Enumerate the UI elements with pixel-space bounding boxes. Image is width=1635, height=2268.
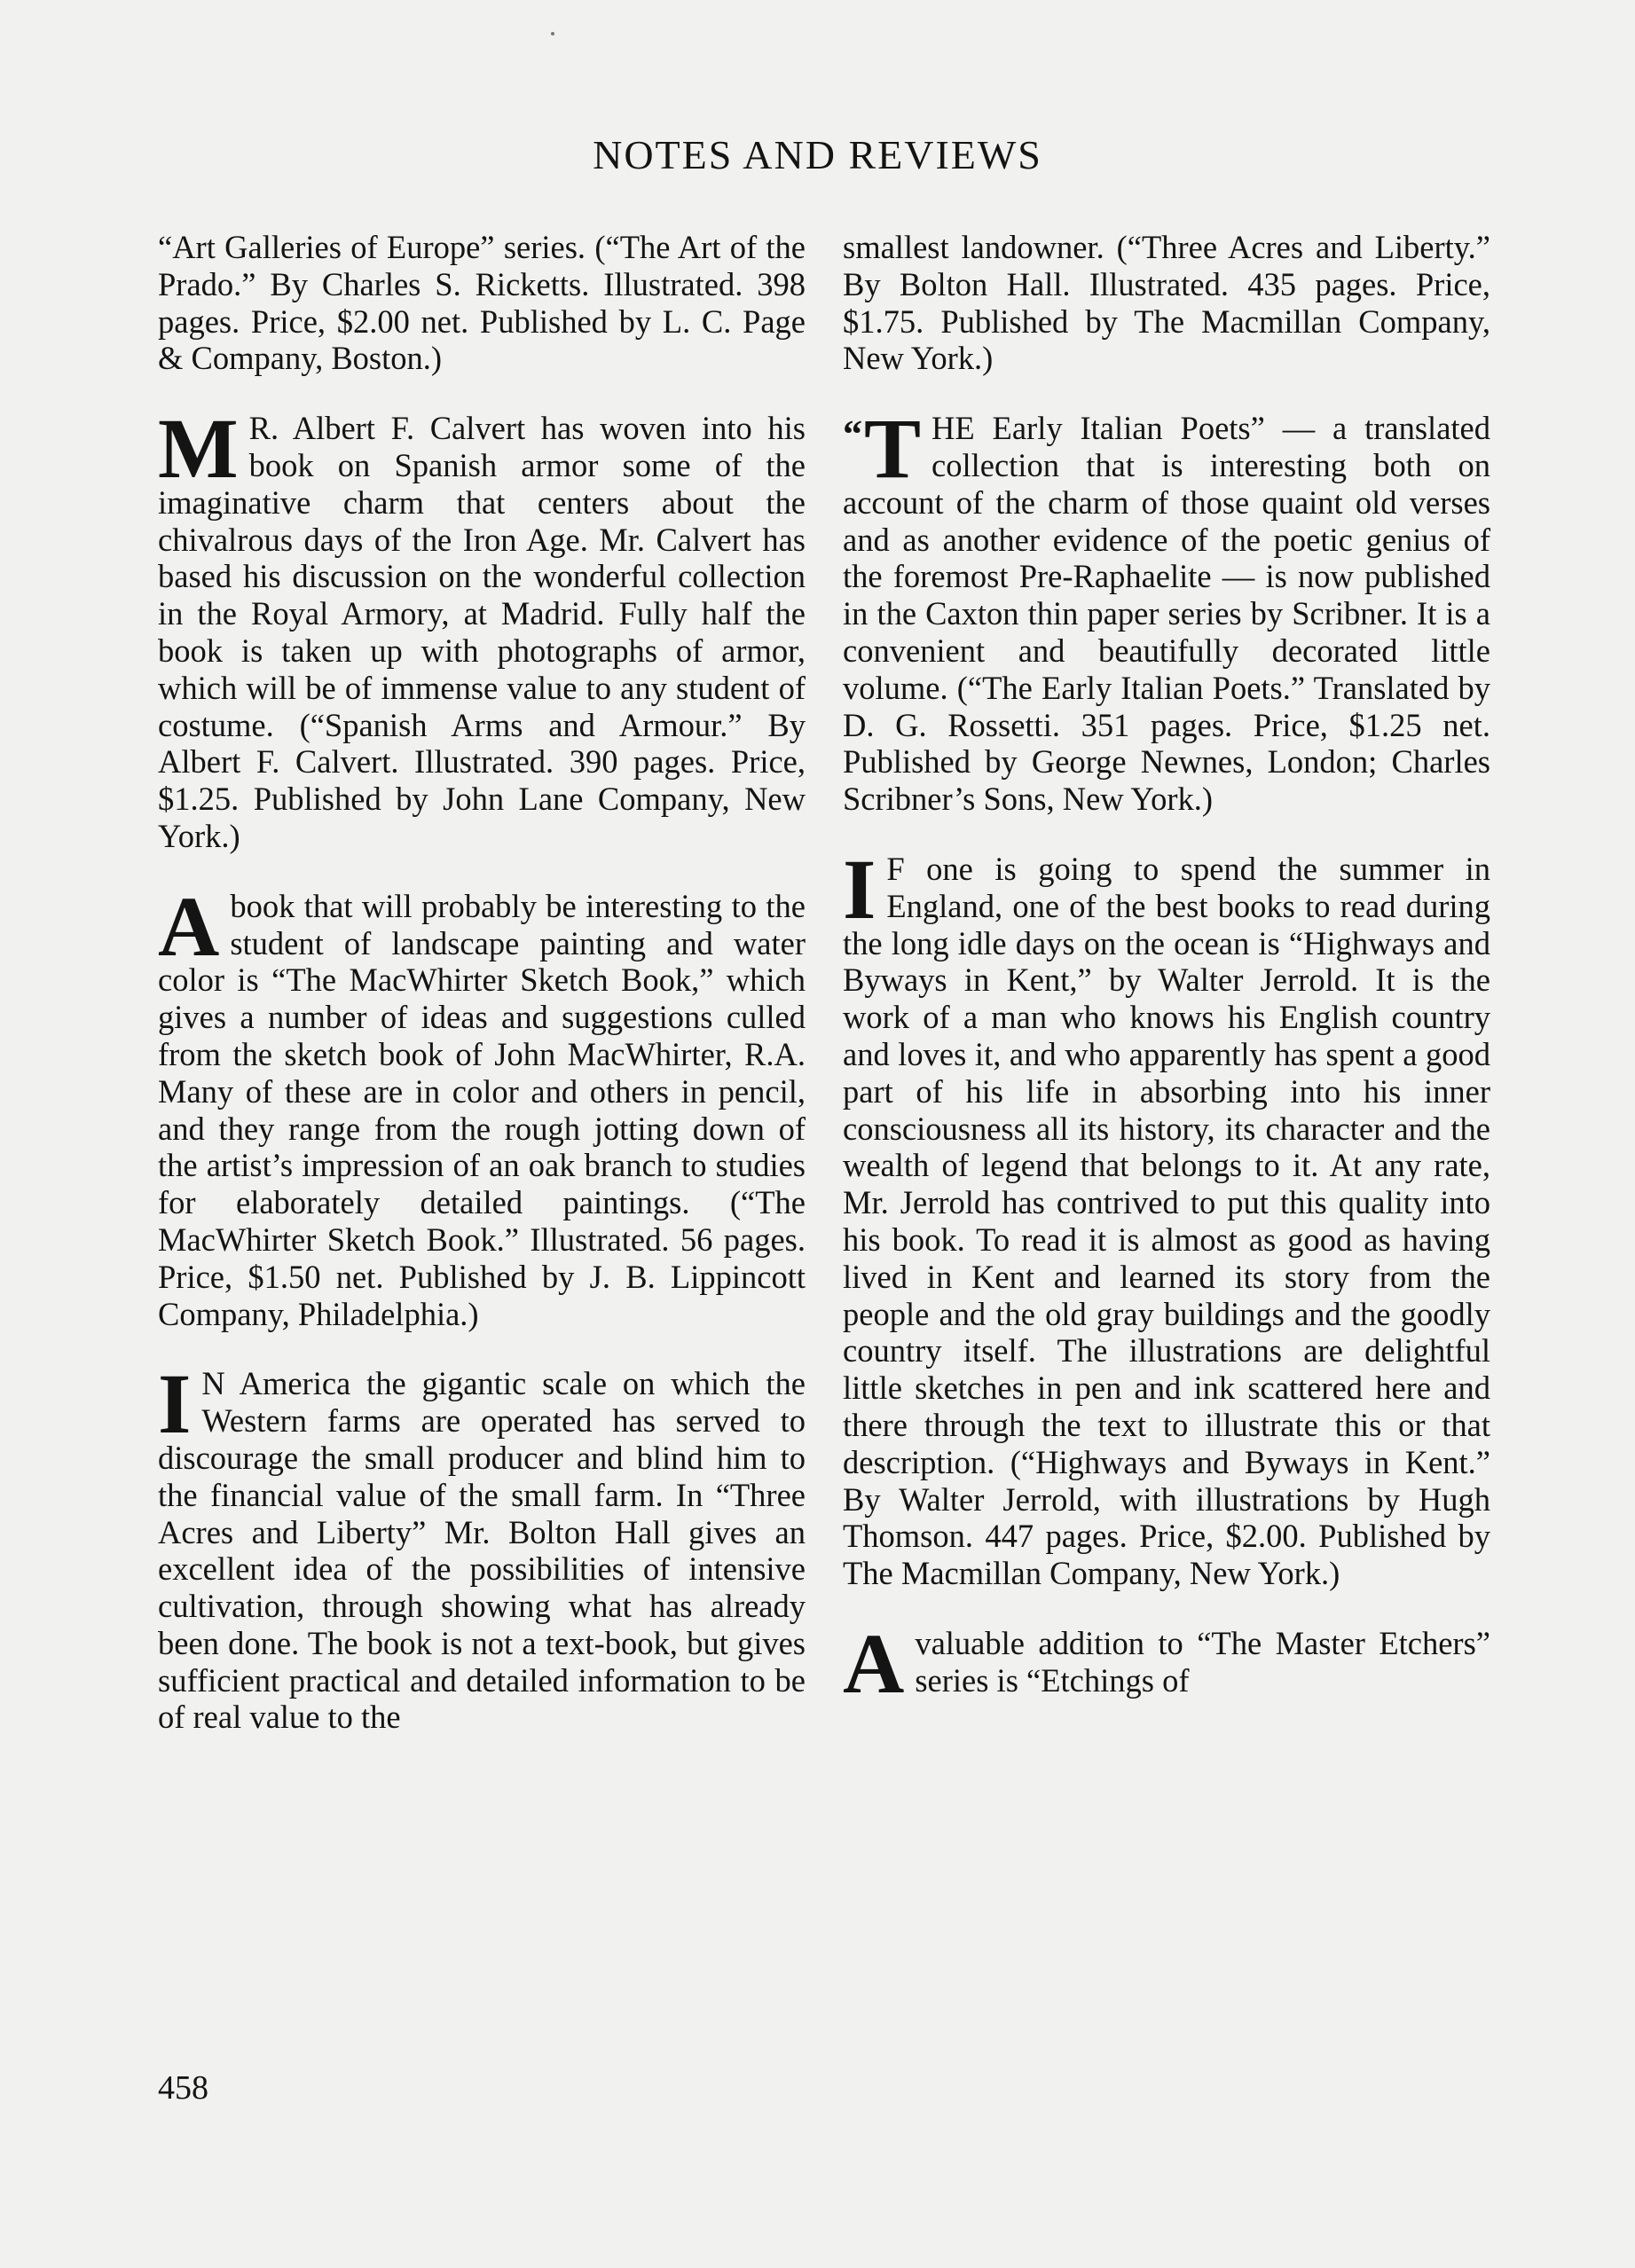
page-title: NOTES AND REVIEWS bbox=[593, 132, 1042, 177]
review-text: book that will probably be interesting to the student of landscape painting and water color is “The MacWhirter Sketch Book,” which gives a number of ideas and suggestions culled from the sketch book of John MacWhirter, R.A. Many of these are in color and others in pencil, and they range from the rough jotting down of the artist’s impression of an oak branch to studies for elaborately detailed paintings. (“The MacWhirter Sketch Book.” Illustrated. 56 pages. Price, $1.50 net. Published by J. B. Lippincott Company, Philadelphia.) bbox=[158, 887, 806, 1332]
lead-caps: R. bbox=[248, 410, 279, 447]
lead-caps: N bbox=[201, 1365, 225, 1402]
open-quote: “ bbox=[843, 412, 862, 457]
review-item-highways-kent bbox=[843, 841, 1490, 1592]
review-item-spanish-armour bbox=[158, 401, 806, 855]
drop-cap: A bbox=[158, 878, 220, 974]
review-item-master-etchers bbox=[843, 1615, 1490, 1711]
review-text: one is going to spend the summer in England, one of the best books to read during the long idle days on the ocean is “Highways and Byways in Kent,” by Walter Jerrold. It is the work of a man who knows his English country and loves it, and who apparently has spent a good part of his life in absorbing into his inner consciousness all its history, its character and the wealth of legend that belongs to it. At any rate, Mr. Jerrold has contrived to put this quality into his book. To read it is almost as good as having lived in Kent and learned its story from the people and the old gray buildings and the goodly country itself. The illustrations are delightful little sketches in pen and ink scattered here and there through the text to illustrate this or that description. (“Highways and Byways in Kent.” By Walter Jerrold, with illustrations by Hugh Thomson. 447 pages. Price, $2.00. Published by The Macmillan Company, New York.) bbox=[843, 850, 1490, 1592]
review-text: America the gigantic scale on which the Western farms are operated has served to discourage the small producer and blind him to the financial value of the small farm. In “Three Acres and Liberty” Mr. Bolton Hall gives an excellent idea of the possibilities of intensive cultivation, through showing what has already been done. The book is not a text-book, but gives sufficient practical and detailed information to be of real value to the bbox=[158, 1365, 806, 1736]
drop-cap: M bbox=[158, 401, 239, 497]
review-item-three-acres bbox=[158, 1356, 806, 1736]
page-number: 458 bbox=[158, 2069, 208, 2107]
review-text: Early Italian Poets” — a translated collection that is interesting both on account of the charm of those quaint old verses and as another evidence of the poetic genius of the foremost Pre-Raphaelite — is now published in the Caxton thin paper series by Scribner. It is a convenient and beautifully decorated little volume. (“The Early Italian Poets.” Translated by D. G. Rossetti. 351 pages. Price, $1.25 net. Published by George Newnes, London; Charles Scribner’s Sons, New York.) bbox=[843, 410, 1490, 818]
review-text: Albert F. Calvert has woven into his book on Spanish armor some of the imaginative charm that centers about the chivalrous days of the Iron Age. Mr. Calvert has based his discussion on the wonderful collection in the Royal Armory, at Madrid. Fully half the book is taken up with photographs of armor, which will be of immense value to any student of costume. (“Spanish Arms and Armour.” By Albert F. Calvert. Illustrated. 390 pages. Price, $1.25. Published by John Lane Company, New York.) bbox=[158, 410, 806, 854]
continued-review-text: “Art Galleries of Europe” series. (“The Art of the Prado.” By Charles S. Ricketts. Illustrated. 398 pages. Price, $2.00 net. Published by L. C. Page & Company, Boston.) bbox=[158, 229, 806, 377]
drop-cap-letter: T bbox=[864, 401, 922, 497]
drop-cap: I bbox=[843, 841, 876, 937]
drop-cap: A bbox=[843, 1615, 905, 1711]
right-column bbox=[843, 229, 1490, 1731]
drop-cap bbox=[843, 401, 922, 497]
review-item-macwhirter bbox=[158, 878, 806, 1333]
continued-review-text: smallest landowner. (“Three Acres and Liberty.” By Bolton Hall. Illustrated. 435 pages. Price, $1.75. Published by The Macmillan Company, New York.) bbox=[843, 229, 1490, 377]
review-item-early-italian-poets bbox=[843, 401, 1490, 818]
lead-caps: F bbox=[886, 850, 905, 887]
left-column bbox=[158, 229, 806, 1769]
review-text: valuable addition to “The Master Etchers” series is “Etchings of bbox=[915, 1624, 1490, 1699]
printer-dot bbox=[551, 32, 554, 35]
drop-cap: I bbox=[158, 1356, 192, 1452]
lead-caps: HE bbox=[931, 410, 975, 447]
